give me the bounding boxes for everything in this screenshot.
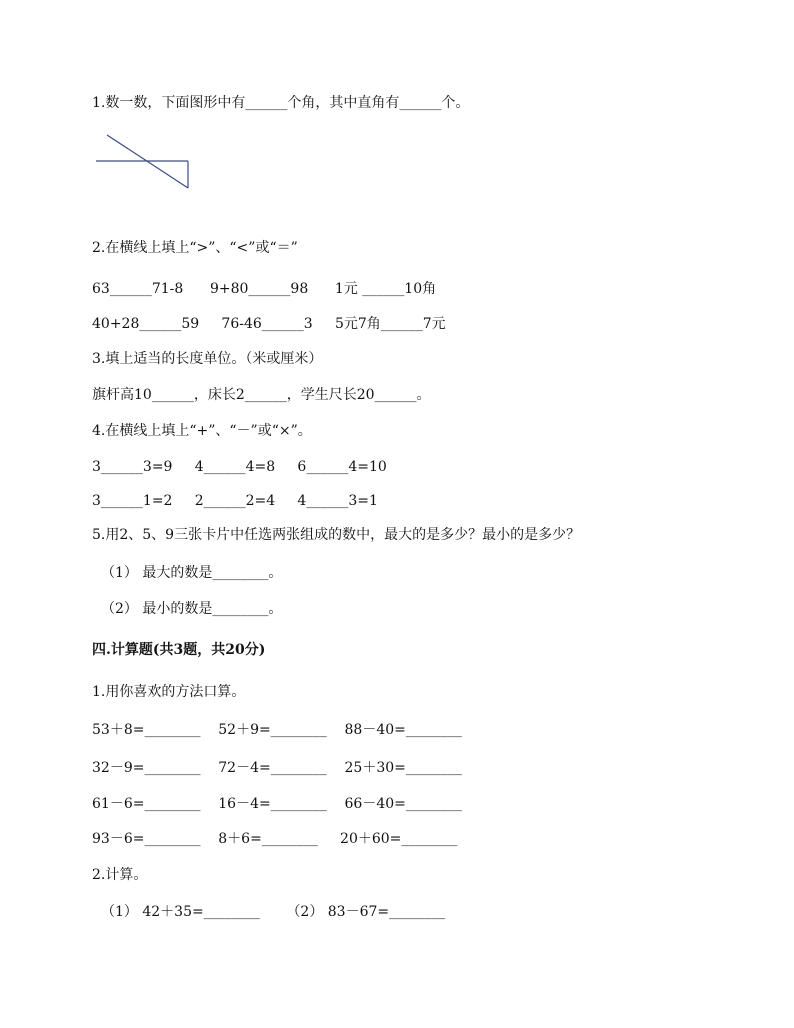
- calc-row: 53＋8=________ 52＋9=________ 88－40=________: [92, 722, 462, 738]
- q5-title: 5.用2、5、9三张卡片中任选两张组成的数中，最大的是多少？最小的是多少？: [92, 527, 581, 543]
- q3-title: 3.填上适当的长度单位。（米或厘米）: [92, 351, 323, 367]
- calc-row: 61－6=________ 16－4=________ 66－40=________: [92, 796, 462, 812]
- q2-title: 2.在横线上填上“>”、“<”或“＝”: [92, 240, 298, 256]
- c2-title: 2.计算。: [92, 867, 148, 883]
- q2-row-1: 63______71-8 9+80______98 1元 ______10角: [92, 281, 437, 297]
- q4-row-1: 3______3=9 4______4=8 6______4=10: [92, 459, 387, 475]
- c2-row: （1） 42＋35=________ （2） 83－67=________: [101, 904, 446, 920]
- q5-sub-2: （2） 最小的数是________。: [101, 601, 283, 617]
- q4-row-2: 3______1=2 2______2=4 4______3=1: [92, 493, 378, 509]
- c1-title: 1.用你喜欢的方法口算。: [92, 684, 246, 700]
- q1-text: 1.数一数，下面图形中有______个角，其中直角有______个。: [92, 95, 470, 111]
- q5-sub-1: （1） 最大的数是________。: [101, 565, 283, 581]
- q4-title: 4.在横线上填上“+”、“－”或“×”。: [92, 423, 312, 439]
- angle-figure: [95, 132, 195, 192]
- q2-row-2: 40+28______59 76-46______3 5元7角______7元: [92, 316, 446, 332]
- section-heading: 四.计算题(共3题，共20分): [92, 642, 266, 658]
- q3-row: 旗杆高10______，床长2______，学生尺长20______。: [92, 387, 431, 403]
- calc-row: 93－6=________ 8＋6=________ 20＋60=________: [92, 831, 458, 847]
- calc-row: 32－9=________ 72－4=________ 25＋30=________: [92, 760, 462, 776]
